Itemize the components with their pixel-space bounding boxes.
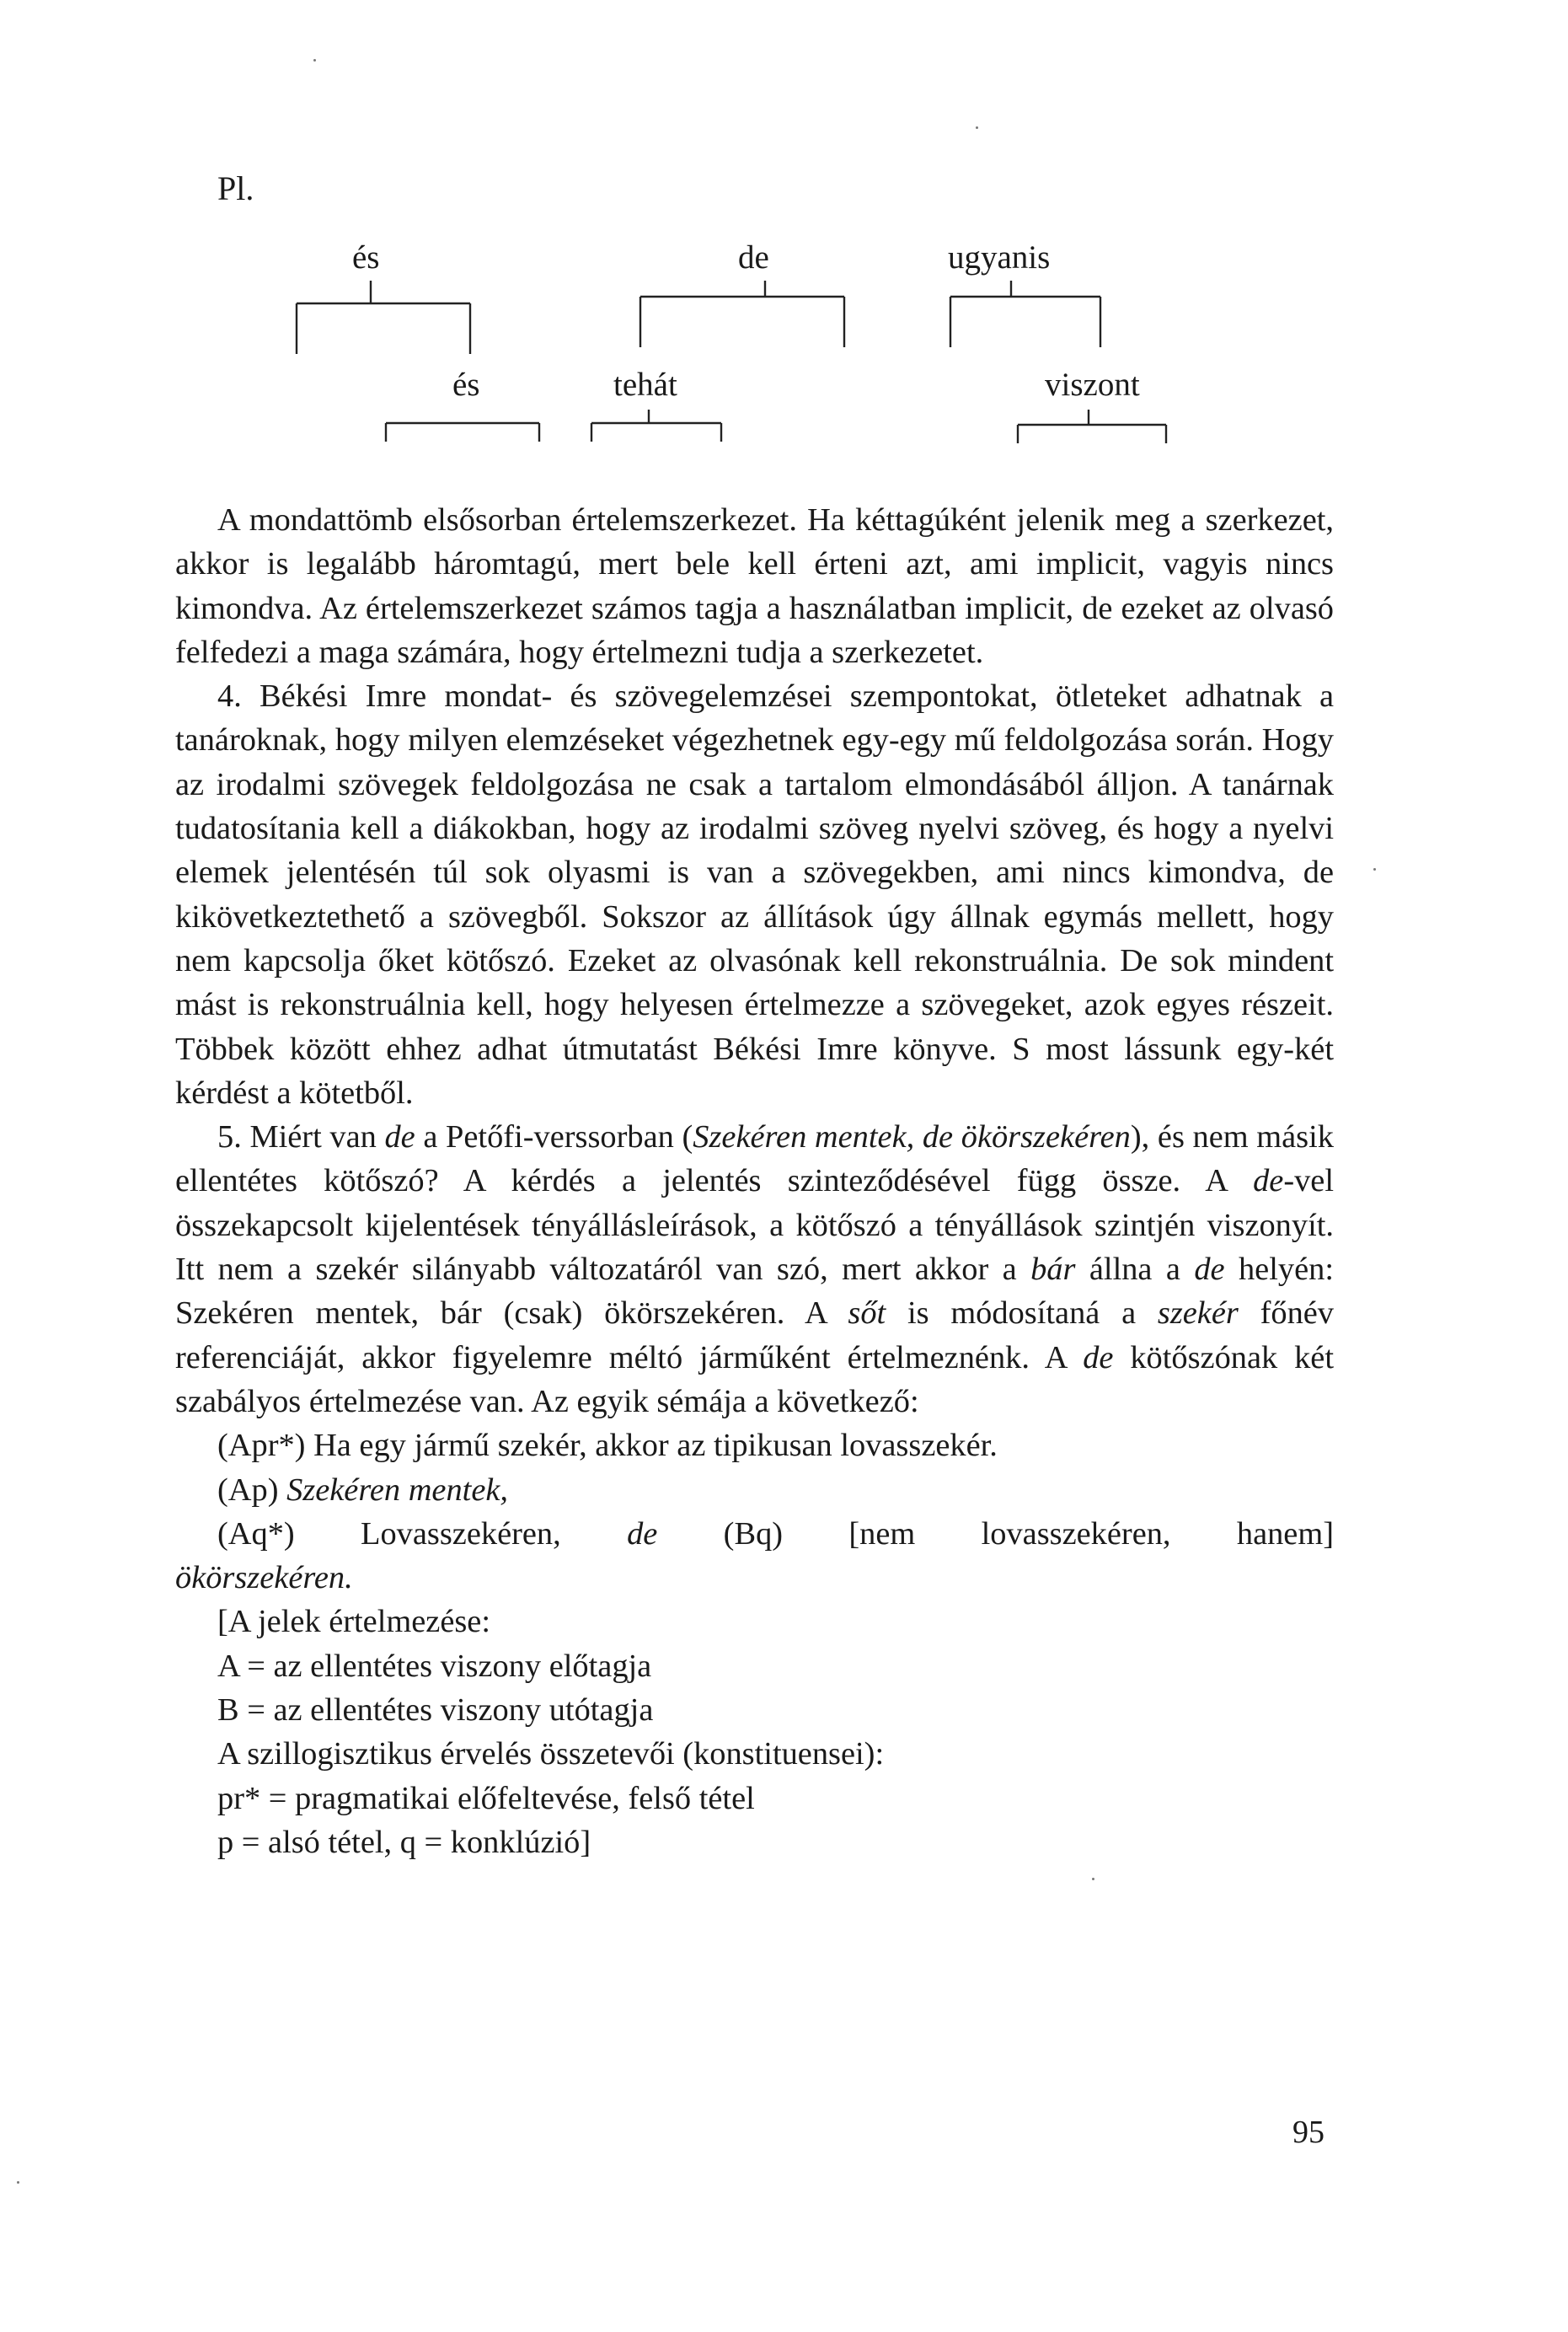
italic-de: de — [1083, 1339, 1114, 1375]
italic-de: de — [1194, 1252, 1225, 1288]
schema-aq: (Aq*) Lovasszekéren, de (Bq) [nem lovasszekéren, hanem] — [217, 1515, 1334, 1552]
italic-bar: bár — [1030, 1252, 1076, 1288]
paragraph-5: 5. Miért van de a Petőfi-verssorban (Szekéren mentek, de ökörszekéren), és nem másik ellentétes kötőszó? A kérdés a jelentés szinteződésével függ össze. A de-vel összekapcsolt kijelentések tényállásleírások, a kötőszó a tényállások szintjén viszonyít. Itt nem a szekér silányabb változatáról van szó, mert akkor a bár állna a de helyén: Szekéren mentek, bár (csak) ökörszekéren. A sőt is módosítaná a szekér főnév referenciáját, akkor figyelemre méltó járműként értelmeznénk. A de kötőszónak két szabályos értelmezése van. Az egyik sémája a következő: — [175, 1119, 1334, 1419]
scan-speck — [17, 2181, 19, 2184]
italic-quote: Szekéren mentek, de ökörszekéren — [693, 1119, 1131, 1155]
tree-word-ugyanis: ugyanis — [948, 239, 1051, 276]
tree-word-de: de — [738, 239, 769, 276]
tree-word-es-top: és — [352, 239, 380, 276]
tree-diagram — [0, 0, 1568, 506]
legend-line-2: A = az ellentétes viszony előtagja — [217, 1648, 652, 1684]
schema-apr: (Apr*) Ha egy jármű szekér, akkor az tipikusan lovasszekér. — [217, 1428, 998, 1464]
scan-speck — [1092, 1878, 1094, 1880]
body-text — [175, 498, 1334, 1864]
legend-line-5: pr* = pragmatikai előfeltevése, felső tétel — [217, 1780, 755, 1816]
schema-ap: (Ap) Szekéren mentek, — [217, 1472, 508, 1508]
page-number: 95 — [1292, 2115, 1325, 2150]
tree-word-viszont: viszont — [1045, 367, 1140, 403]
italic-de: de — [1253, 1163, 1284, 1199]
italic-szeker: szekér — [1157, 1295, 1239, 1332]
legend-line-1: [A jelek értelmezése: — [217, 1604, 491, 1640]
italic-sot: sőt — [848, 1295, 886, 1332]
legend-line-3: B = az ellentétes viszony utótagja — [217, 1692, 654, 1729]
paragraph-4: 4. Békési Imre mondat- és szövegelemzései szempontokat, ötleteket adhatnak a tanároknak, hogy milyen elemzéseket végezhetnek egy-egy mű feldolgozása során. Hogy az irodalmi szövegek feldolgozása ne csak a tartalom elmondásából álljon. A tanárnak tudatosítania kell a diákokban, hogy az irodalmi szöveg nyelvi szöveg, és hogy a nyelvi elemek jelentésén túl sok olyasmi is van a szövegekben, ami nincs kimondva, de kikövetkeztethető a szövegből. Sokszor az állítások úgy állnak egymás mellett, hogy nem kapcsolja őket kötőszó. Ezeket az olvasónak kell rekonstruálnia. De sok mindent mást is rekonstruálnia kell, hogy helyesen értelmezze a szövegeket, azok egyes részeit. Többek között ehhez adhat útmutatást Békési Imre könyve. S most lássunk egy-két kérdést a kötetből. — [175, 678, 1334, 1111]
example-label: Pl. — [217, 169, 254, 207]
scan-speck — [976, 126, 978, 129]
legend-line-4: A szillogisztikus érvelés összetevői (konstituensei): — [217, 1736, 885, 1772]
scan-speck — [1373, 868, 1376, 871]
tree-word-tehat: tehát — [613, 367, 677, 403]
paragraph-mondattomb: A mondattömb elsősorban értelemszerkezet. Ha kéttagúként jelenik meg a szerkezet, akkor is legalább háromtagú, mert bele kell érteni azt, ami implicit, vagyis nincs kimondva. Az értelemszerkezet számos tagja a használatban implicit, de ezeket az olvasó felfedezi a maga számára, hogy értelmezni tudja a szerkezetet. — [175, 502, 1334, 670]
legend-line-6: p = alsó tétel, q = konklúzió] — [217, 1824, 591, 1860]
scan-speck — [313, 59, 316, 62]
tree-word-es-bottom: és — [452, 367, 480, 403]
schema-aq-cont: ökörszekéren. — [175, 1560, 353, 1596]
italic-de: de — [384, 1119, 415, 1155]
